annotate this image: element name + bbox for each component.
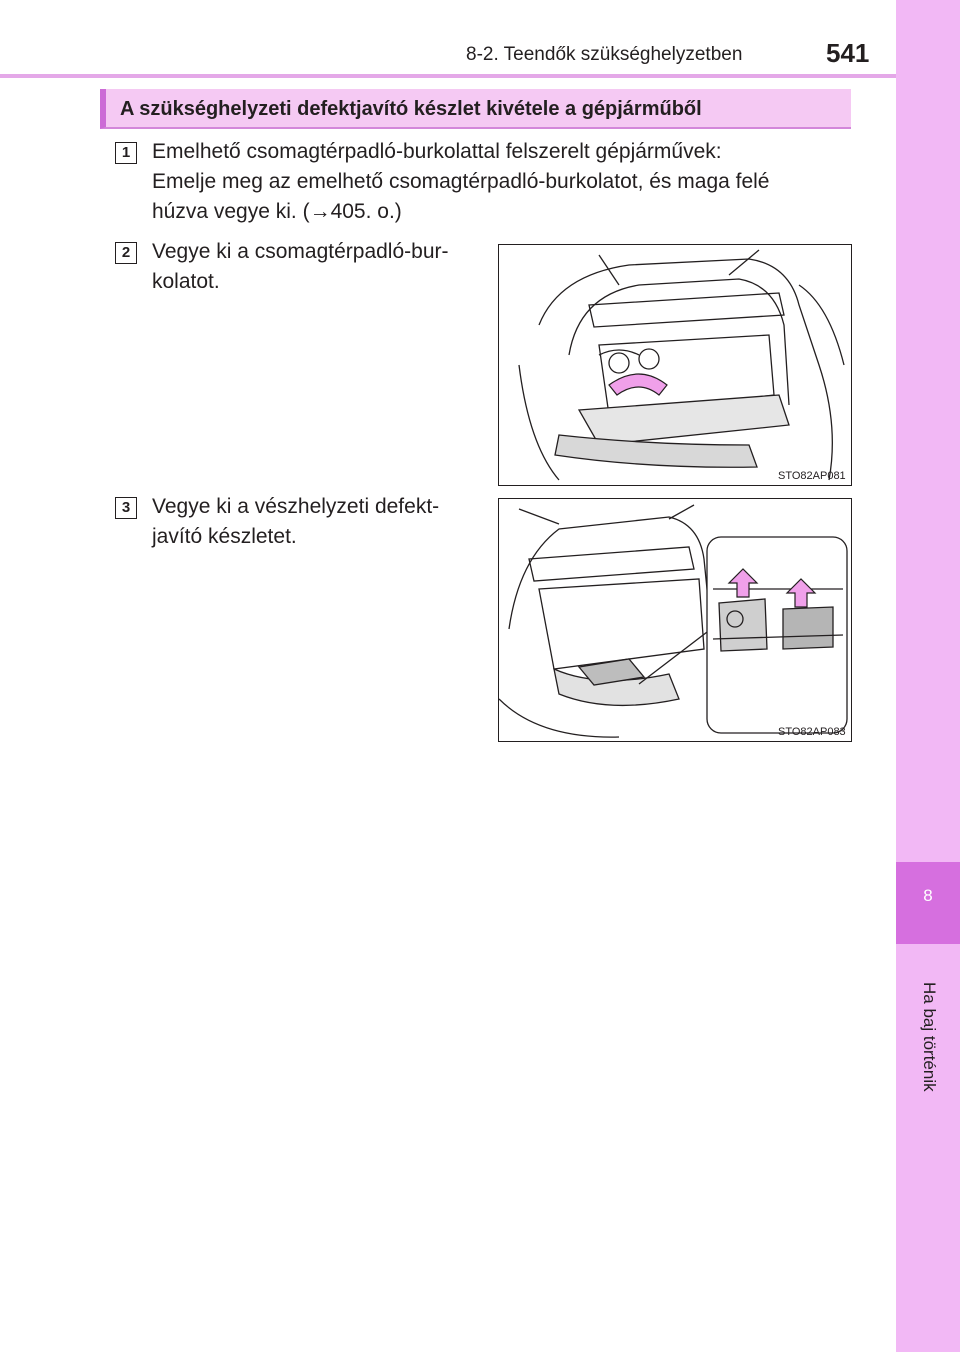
step-1-text xyxy=(152,137,852,227)
section-heading-text: A szükséghelyzeti defektjavító készlet kivétele a gépjárműből xyxy=(120,98,702,120)
repair-kit-illustration xyxy=(499,499,851,741)
step-2-line-2: kolatot. xyxy=(152,270,220,293)
step-2-text xyxy=(152,237,472,297)
step-number-2: 2 xyxy=(115,242,137,264)
step-2-line-1: Vegye ki a csomagtérpadló-bur- xyxy=(152,240,449,263)
running-header: 8-2. Teendők szükséghelyzetben xyxy=(466,44,743,65)
page-number: 541 xyxy=(826,38,870,68)
figure-repair-kit-removal xyxy=(498,498,852,742)
figure-code-2: STO82AP083 xyxy=(778,726,846,738)
header-rule xyxy=(0,74,896,78)
trunk-floor-illustration xyxy=(499,245,851,485)
step-number-1: 1 xyxy=(115,142,137,164)
step-1-line-2: Emelje meg az emelhető csomagtérpadló-burkolatot, és maga felé xyxy=(152,170,770,193)
side-tab xyxy=(896,0,960,1352)
figure-trunk-floor-cover xyxy=(498,244,852,486)
section-heading xyxy=(100,89,851,129)
figure-code-1: STO82AP081 xyxy=(778,470,846,482)
step-number-3: 3 xyxy=(115,497,137,519)
chapter-title: Ha baj történik xyxy=(920,982,939,1092)
lift-arrow xyxy=(609,374,667,395)
step-3-line-2: javító készletet. xyxy=(152,525,297,548)
chapter-number: 8 xyxy=(923,886,933,905)
step-3-line-1: Vegye ki a vészhelyzeti defekt- xyxy=(152,495,440,518)
step-1-line-3: húzva vegye ki. (→405. o.) xyxy=(152,200,402,223)
step-1-line-1: Emelhető csomagtérpadló-burkolattal felszerelt gépjárművek: xyxy=(152,140,722,163)
step-3-text xyxy=(152,492,472,552)
